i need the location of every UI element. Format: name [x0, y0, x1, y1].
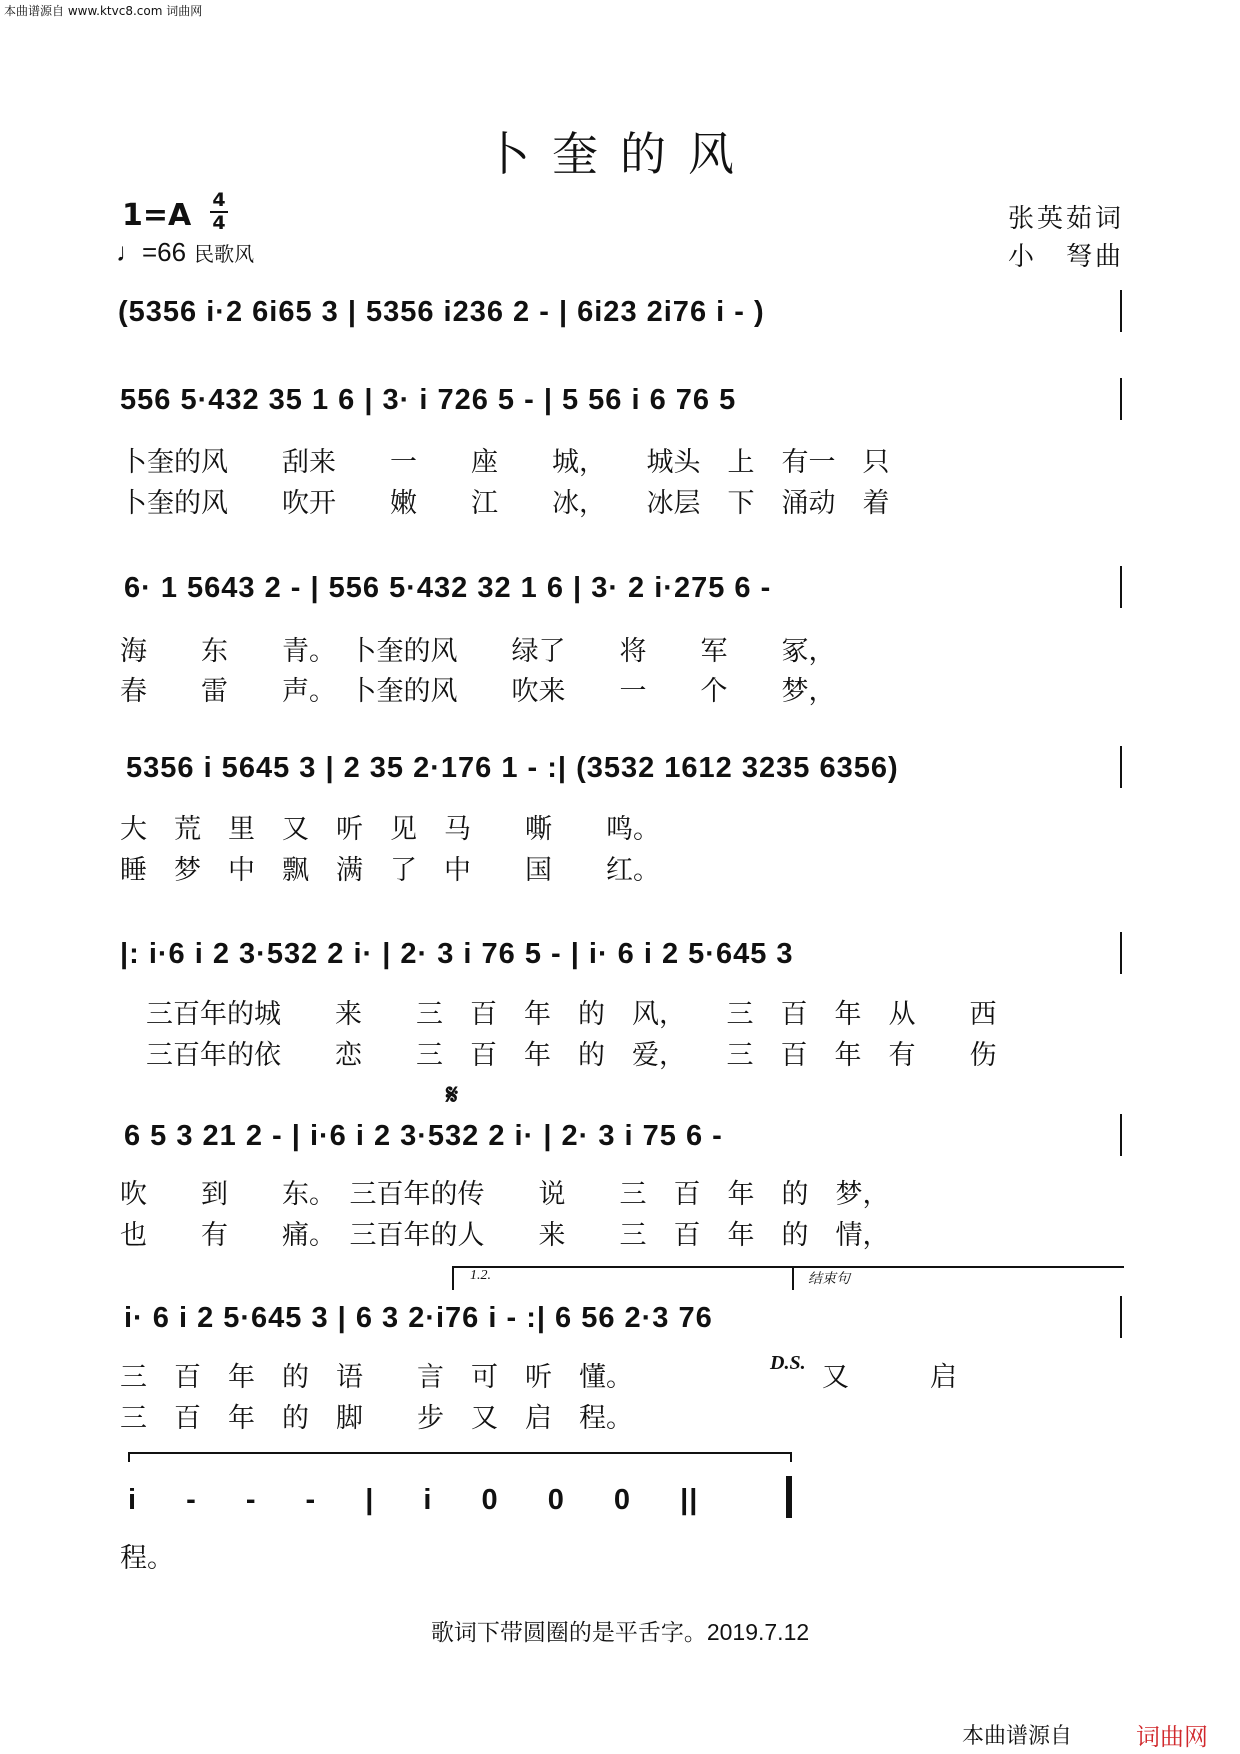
final-barline [786, 1476, 792, 1518]
tempo-marking [116, 237, 254, 268]
lyric-row-6-verse-1: 吹 到 东。 三百年的传 说 三 百 年 的 梦， [120, 1179, 890, 1210]
barline-end-row-1 [1120, 290, 1122, 332]
barline-end-row-7 [1120, 1296, 1122, 1338]
coda-label: 结束句 [808, 1272, 850, 1287]
key-signature: 1=A [122, 198, 192, 233]
score-row-1-notes: (5356 i·2 6i65 3 | 5356 i236 2 - | 6i23 2i76 i - ) [118, 296, 765, 328]
barline-end-row-6 [1120, 1114, 1122, 1156]
lyric-row-8: 程。 [120, 1543, 174, 1574]
time-sig-top: 4 [212, 189, 226, 211]
lyric-row-5-verse-2: 三百年的依 恋 三 百 年 的 爱， 三 百 年 有 伤 [146, 1040, 997, 1071]
score-row-8-notes: i - - - | i 0 0 0 || [128, 1484, 699, 1516]
lyric-row-7-verse-2: 三 百 年 的 脚 步 又 启 程。 [120, 1403, 633, 1434]
lyric-row-2-verse-2: 卜奎的风 吹开 嫩 江 冰， 冰层 下 涌动 着 [120, 488, 890, 519]
style-label: 民歌风 [194, 244, 255, 266]
score-row-3-notes: 6· 1 5643 2 - | 556 5·432 32 1 6 | 3· 2 i·275 6 - [124, 572, 772, 604]
barline-end-row-2 [1120, 378, 1122, 420]
barline-end-row-5 [1120, 932, 1122, 974]
score-row-7-notes: i· 6 i 2 5·645 3 | 6 3 2·i76 i - :| 6 56 2·3 76 [124, 1302, 713, 1334]
composer-credit: 小 弩曲 [1007, 242, 1124, 272]
lyric-row-4-verse-2: 睡 梦 中 飘 满 了 中 国 红。 [120, 855, 660, 886]
score-row-5-notes: |: i·6 i 2 3·532 2 i· | 2· 3 i 76 5 - | i· 6 i 2 5·645 3 [120, 938, 794, 970]
footer-brand-link[interactable]: 词曲网 [1136, 1723, 1208, 1751]
lyric-row-2-verse-1: 卜奎的风 刮来 一 座 城， 城头 上 有一 只 [120, 447, 890, 478]
source-header: 本曲谱源自 www.ktvc8.com 词曲网 [4, 4, 203, 18]
segno-sign: 𝄋 [446, 1078, 459, 1111]
final-bracket [128, 1452, 792, 1462]
footer-source: 本曲谱源自 [961, 1724, 1072, 1749]
lyric-row-5-verse-1: 三百年的城 来 三 百 年 的 风， 三 百 年 从 西 [146, 999, 997, 1030]
volta-label: 1.2. [470, 1268, 491, 1283]
score-row-2-notes: 556 5·432 35 1 6 | 3· i 726 5 - | 5 56 i 6 76 5 [120, 384, 737, 416]
volta-bracket-first [452, 1266, 794, 1290]
lyric-row-6-verse-2: 也 有 痛。 三百年的人 来 三 百 年 的 情， [120, 1220, 890, 1251]
lyricist-credit: 张英茹词 [1007, 204, 1124, 234]
tempo-value: ♩=66 [116, 237, 187, 267]
lyric-row-3-verse-2: 春 雷 声。 卜奎的风 吹来 一 个 梦， [120, 676, 836, 707]
dal-segno-mark: D.S. [770, 1352, 806, 1374]
lyric-row-4-verse-1: 大 荒 里 又 听 见 马 嘶 鸣。 [120, 814, 660, 845]
footnote: 歌词下带圆圈的是平舌字。2019.7.12 [430, 1619, 810, 1645]
coda-lyric: 又 启 [822, 1362, 957, 1393]
song-title: 卜奎的风 [484, 127, 756, 181]
score-row-6-notes: 6 5 3 21 2 - | i·6 i 2 3·532 2 i· | 2· 3 i 75 6 - [124, 1120, 723, 1152]
barline-end-row-4 [1120, 746, 1122, 788]
barline-end-row-3 [1120, 566, 1122, 608]
time-sig-bottom: 4 [212, 212, 226, 234]
lyric-row-3-verse-1: 海 东 青。 卜奎的风 绿了 将 军 冢， [120, 636, 836, 667]
lyric-row-7-verse-1: 三 百 年 的 语 言 可 听 懂。 [120, 1362, 633, 1393]
score-row-4-notes: 5356 i 5645 3 | 2 35 2·176 1 - :| (3532 1612 3235 6356) [126, 752, 899, 784]
time-signature [208, 190, 230, 234]
